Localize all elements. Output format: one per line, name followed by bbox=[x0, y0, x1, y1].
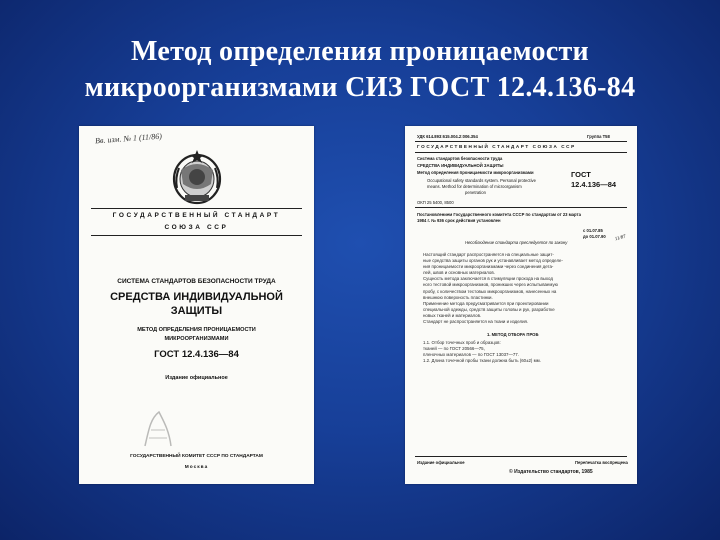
paragraph-line: Применение метода предусматривается при проектировании bbox=[423, 300, 549, 306]
paragraph-line: лей, швов и основных материалов. bbox=[423, 270, 495, 276]
paragraph-line: ные средства защиты органов рук и устанавливает метод определе- bbox=[423, 258, 563, 264]
cover-ppe-title bbox=[79, 290, 314, 318]
fp-footer-left: Издание официальное bbox=[417, 460, 465, 465]
gost-cover-scan bbox=[79, 126, 314, 484]
paragraph-line: ния проницаемости микроорганизмами через соединения дета- bbox=[423, 264, 554, 270]
cover-ppe-line-2: ЗАЩИТЫ bbox=[170, 305, 223, 317]
header-rule-top bbox=[91, 208, 302, 209]
slide-title bbox=[0, 34, 720, 106]
cover-city: Москва bbox=[184, 465, 209, 470]
paragraph-line: пробу, с количеством тестовых микроорганизмов, нанесенных на bbox=[423, 288, 557, 294]
paragraph-line: Стандарт не распространяется на ткани и изделия. bbox=[423, 319, 529, 325]
fp-section-title: 1. МЕТОД ОТБОРА ПРОБ bbox=[487, 332, 539, 337]
fp-okp: ОКП 25 5400, 8500 bbox=[417, 200, 454, 205]
fp-decree-2: 1984 г. № 936 срок действия установлен bbox=[417, 218, 501, 223]
paragraph-line: тканей — по ГОСТ 20566—75, bbox=[423, 346, 485, 352]
cover-edition: Издание официальное bbox=[165, 375, 228, 381]
fp-footer-right: Перепечатка воспрещена bbox=[575, 460, 628, 465]
group: Группа Т58 bbox=[587, 134, 610, 139]
fp-date-from: с 01.07.85 bbox=[583, 228, 603, 233]
fp-english-3: penetration bbox=[465, 190, 486, 195]
slide-title-line-2: микроорганизмами СИЗ ГОСТ 12.4.136-84 bbox=[84, 72, 636, 103]
handwritten-mark: 11/87 bbox=[614, 234, 627, 243]
paragraph-line: 1.2. Длина точечной пробы ткани должна быть (60±2) мм. bbox=[423, 358, 541, 364]
paragraph-line: Сущность метода заключается в стимуляции прохода на выход bbox=[423, 276, 553, 282]
fp-english-1: Occupational safety standards system. Personal protective bbox=[427, 178, 536, 183]
header-rule-bottom bbox=[91, 235, 302, 236]
paragraph-line: новых тканей и материалов. bbox=[423, 312, 482, 318]
rule-1 bbox=[415, 141, 627, 142]
library-stamp-icon bbox=[141, 408, 175, 448]
rule-3 bbox=[415, 207, 627, 208]
cover-gost-number: ГОСТ 12.4.136—84 bbox=[154, 349, 239, 360]
paragraph-line: 1.1. Отбор точечных проб и образцов: bbox=[423, 340, 501, 345]
fp-gost-number: 12.4.136—84 bbox=[571, 180, 617, 189]
cover-header-line-1: ГОСУДАРСТВЕННЫЙ СТАНДАРТ bbox=[112, 212, 281, 219]
handwritten-note: Вв. изм. № 1 (11/86) bbox=[94, 131, 163, 146]
paragraph-line: пленочных материалов — по ГОСТ 13037—77. bbox=[423, 352, 519, 358]
cover-method-line-2: МИКРООРГАНИЗМАМИ bbox=[164, 336, 229, 342]
gost-first-page-scan bbox=[405, 126, 637, 484]
rule-2 bbox=[415, 152, 627, 153]
cover-committee: ГОСУДАРСТВЕННЫЙ КОМИТЕТ СССР ПО СТАНДАРТАМ bbox=[130, 454, 263, 459]
fp-paragraph-1 bbox=[423, 252, 623, 325]
fp-method: Метод определения проницаемости микроорганизмами bbox=[417, 170, 534, 175]
cover-system: СИСТЕМА СТАНДАРТОВ БЕЗОПАСНОСТИ ТРУДА bbox=[117, 278, 276, 285]
fp-copyright: © Издательство стандартов, 1985 bbox=[509, 469, 593, 475]
cover-method bbox=[79, 326, 314, 344]
fp-decree-1: Постановлением Государственного комитета СССР по стандартам от 23 марта bbox=[417, 212, 581, 217]
paragraph-line: Настоящий стандарт распространяется на специальные защит- bbox=[423, 252, 554, 257]
paragraph-line: внешнюю поверхность пластинки. bbox=[423, 294, 493, 300]
fp-date-to: до 01.07.90 bbox=[583, 234, 606, 239]
cover-method-line-1: МЕТОД ОПРЕДЕЛЕНИЯ ПРОНИЦАЕМОСТИ bbox=[137, 327, 256, 333]
fp-gost-box bbox=[571, 170, 616, 190]
fp-system: Система стандартов безопасности труда bbox=[417, 156, 503, 161]
page-header: ГОСУДАРСТВЕННЫЙ СТАНДАРТ СОЮЗА ССР bbox=[417, 144, 576, 149]
rule-4 bbox=[415, 456, 627, 457]
fp-compliance: Несоблюдение стандарта преследуется по закону bbox=[465, 240, 568, 245]
fp-english-2: means. Method for determination of microorganism bbox=[427, 184, 522, 189]
cover-ppe-line-1: СРЕДСТВА ИНДИВИДУАЛЬНОЙ bbox=[110, 291, 283, 303]
fp-gost-label: ГОСТ bbox=[571, 170, 591, 179]
slide-title-line-1: Метод определения проницаемости bbox=[131, 36, 589, 67]
cover-header-line-2: СОЮЗА ССР bbox=[164, 224, 229, 231]
paragraph-line: ного тестовой микроорганизмов, проникших через испытываемую bbox=[423, 282, 558, 288]
fp-ppe: СРЕДСТВА ИНДИВИДУАЛЬНОЙ ЗАЩИТЫ bbox=[417, 163, 504, 168]
ussr-emblem-icon bbox=[171, 148, 223, 206]
udk: УДК 614.893:615.004.2:006.354 bbox=[417, 134, 478, 139]
fp-paragraph-2 bbox=[423, 340, 623, 364]
paragraph-line: специальной одежды, средств защиты головы и рук, разработке bbox=[423, 306, 555, 312]
